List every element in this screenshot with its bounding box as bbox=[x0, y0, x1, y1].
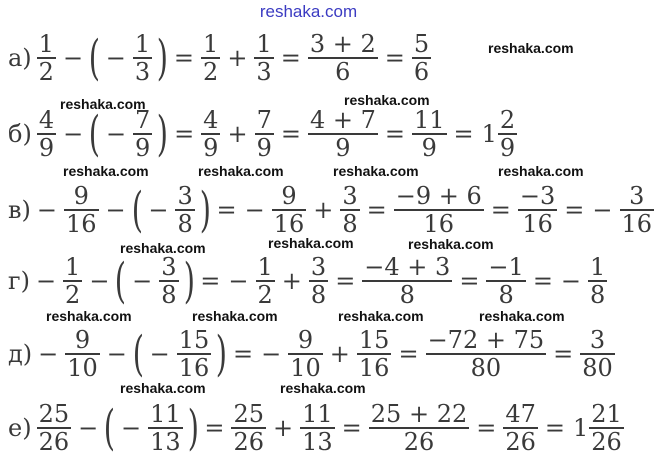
watermark: reshaka.com bbox=[46, 308, 132, 324]
fraction: $\frac{-3}{16}$ bbox=[519, 182, 556, 238]
fraction: $\frac{9}{16}$ bbox=[65, 182, 97, 238]
fraction: $\frac{3}{16}$ bbox=[621, 182, 653, 238]
fraction: $\frac{1}{2}$ bbox=[65, 253, 81, 309]
equation-b: б) $\frac{4}{9}$ − ( − $\frac{7}{9}$ ) = $\frac{4}{9}$ + $\frac{7}{9}$ = $\frac{4 + 7}{9}$ = $\frac{11}{9}$ = 1 $\frac{2}{9}$ bbox=[8, 106, 516, 162]
fraction: $\frac{11}{13}$ bbox=[302, 400, 333, 456]
watermark: reshaka.com bbox=[488, 40, 574, 56]
fraction: $\frac{3}{8}$ bbox=[177, 182, 193, 238]
watermark: reshaka.com bbox=[498, 163, 584, 179]
watermark: reshaka.com bbox=[344, 92, 430, 108]
watermark: reshaka.com bbox=[198, 163, 284, 179]
watermark: reshaka.com bbox=[280, 380, 366, 396]
mixed-whole: 1 bbox=[573, 414, 589, 442]
item-label: е) bbox=[8, 414, 32, 442]
fraction: $\frac{21}{26}$ bbox=[591, 400, 622, 456]
watermark: reshaka.com bbox=[60, 96, 146, 112]
fraction: $\frac{11}{9}$ bbox=[413, 106, 445, 162]
item-label: д) bbox=[8, 340, 33, 368]
fraction: $\frac{1}{3}$ bbox=[134, 30, 151, 86]
site-title[interactable]: reshaka.com bbox=[259, 2, 358, 21]
fraction: $\frac{-9 + 6}{16}$ bbox=[395, 182, 482, 238]
item-label: в) bbox=[8, 196, 31, 224]
mixed-whole: 1 bbox=[481, 120, 497, 148]
item-label: а) bbox=[8, 44, 32, 72]
fraction: $\frac{9}{10}$ bbox=[290, 326, 321, 382]
item-label: б) bbox=[8, 120, 32, 148]
watermark: reshaka.com bbox=[333, 163, 419, 179]
fraction: $\frac{3}{8}$ bbox=[310, 253, 327, 309]
fraction: $\frac{7}{9}$ bbox=[135, 106, 151, 162]
watermark: reshaka.com bbox=[408, 236, 494, 252]
fraction: $\frac{7}{9}$ bbox=[256, 106, 272, 162]
watermark: reshaka.com bbox=[120, 380, 206, 396]
watermark: reshaka.com bbox=[120, 240, 206, 256]
watermark: reshaka.com bbox=[479, 308, 565, 324]
fraction: $\frac{9}{16}$ bbox=[273, 182, 305, 238]
equation-g: г) − $\frac{1}{2}$ − ( − $\frac{3}{8}$ ) = − $\frac{1}{2}$ + $\frac{3}{8}$ = $\frac{-4 + 3}{8}$ = $\frac{-1}{8}$ = − $\frac{1}{8}$ bbox=[8, 253, 606, 309]
fraction: $\frac{2}{9}$ bbox=[499, 106, 516, 162]
fraction: $\frac{1}{2}$ bbox=[203, 30, 219, 86]
fraction: $\frac{15}{16}$ bbox=[358, 326, 390, 382]
fraction: $\frac{25 + 22}{26}$ bbox=[370, 400, 468, 456]
fraction: $\frac{3 + 2}{6}$ bbox=[309, 30, 376, 86]
fraction: $\frac{1}{2}$ bbox=[38, 30, 54, 86]
fraction: $\frac{-72 + 75}{80}$ bbox=[427, 326, 545, 382]
fraction: $\frac{47}{26}$ bbox=[505, 400, 536, 456]
fraction: $\frac{5}{6}$ bbox=[413, 30, 430, 86]
watermark: reshaka.com bbox=[268, 235, 354, 251]
fraction: $\frac{3}{8}$ bbox=[342, 182, 358, 238]
fraction: $\frac{15}{16}$ bbox=[178, 326, 210, 382]
fraction: $\frac{9}{10}$ bbox=[67, 326, 98, 382]
watermark: reshaka.com bbox=[338, 308, 424, 324]
fraction: $\frac{3}{8}$ bbox=[161, 253, 177, 309]
fraction: $\frac{11}{13}$ bbox=[150, 400, 181, 456]
fraction: $\frac{-4 + 3}{8}$ bbox=[364, 253, 451, 309]
equation-a: а) $\frac{1}{2}$ − ( − $\frac{1}{3}$ ) = $\frac{1}{2}$ + $\frac{1}{3}$ = $\frac{3 + 2}{6}$ = $\frac{5}{6}$ bbox=[8, 30, 430, 86]
fraction: $\frac{1}{8}$ bbox=[590, 253, 606, 309]
equation-v: в) − $\frac{9}{16}$ − ( − $\frac{3}{8}$ ) = − $\frac{9}{16}$ + $\frac{3}{8}$ = $\frac{-9 + 6}{16}$ = $\frac{-3}{16}$ = − $\frac{3}{16}$ bbox=[8, 182, 653, 238]
fraction: $\frac{25}{26}$ bbox=[38, 400, 70, 456]
fraction: $\frac{-1}{8}$ bbox=[488, 253, 524, 309]
fraction: $\frac{1}{3}$ bbox=[256, 30, 272, 86]
item-label: г) bbox=[8, 267, 30, 295]
equation-e: е) $\frac{25}{26}$ − ( − $\frac{11}{13}$ ) = $\frac{25}{26}$ + $\frac{11}{13}$ = $\frac{25 + 22}{26}$ = $\frac{47}{26}$ = 1 $\frac{21}{26}$ bbox=[8, 400, 622, 456]
fraction: $\frac{4}{9}$ bbox=[38, 106, 55, 162]
fraction: $\frac{4 + 7}{9}$ bbox=[309, 106, 376, 162]
equation-d: д) − $\frac{9}{10}$ − ( − $\frac{15}{16}$ ) = − $\frac{9}{10}$ + $\frac{15}{16}$ = $\frac{-72 + 75}{80}$ = $\frac{3}{80}$ bbox=[8, 326, 613, 382]
fraction: $\frac{3}{80}$ bbox=[582, 326, 613, 382]
fraction: $\frac{4}{9}$ bbox=[203, 106, 219, 162]
fraction: $\frac{25}{26}$ bbox=[233, 400, 265, 456]
watermark: reshaka.com bbox=[192, 308, 278, 324]
fraction: $\frac{1}{2}$ bbox=[257, 253, 273, 309]
watermark: reshaka.com bbox=[63, 163, 149, 179]
